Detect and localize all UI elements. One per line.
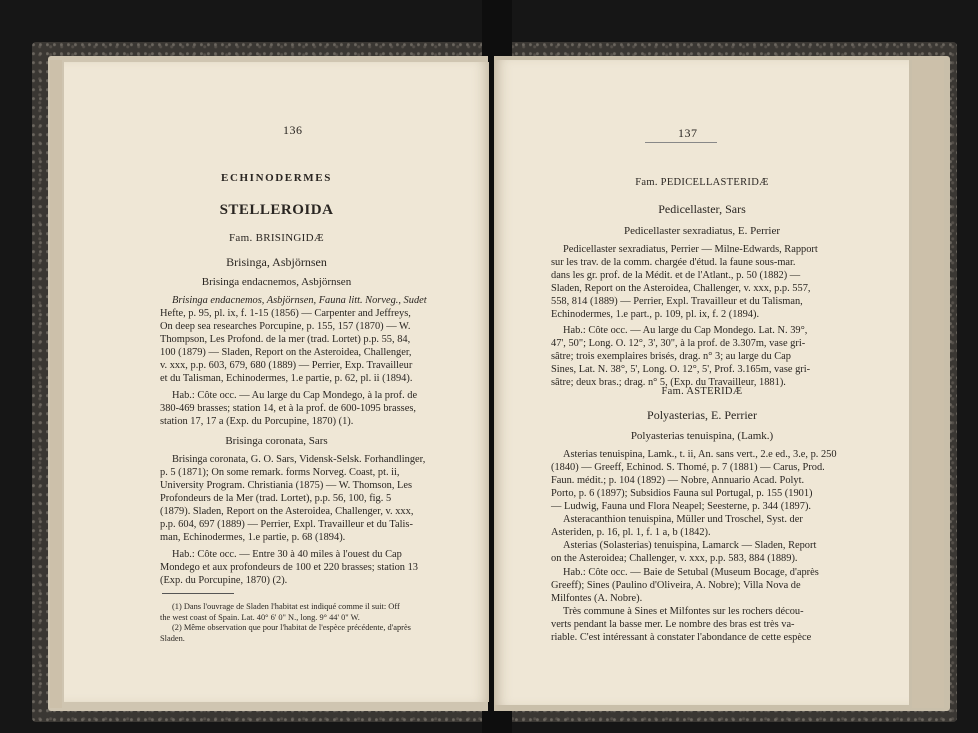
text-line: Pedicellaster sexradiatus, Perrier — Milne-Edwards, Rapport bbox=[563, 244, 818, 255]
text-line: (1879). Sladen, Report on the Asteroidea, Challenger, v. xxx, bbox=[160, 506, 414, 517]
family-heading: Fam. ASTERIDÆ bbox=[661, 386, 743, 397]
footnotes bbox=[160, 602, 460, 644]
text-line: On deep sea researches Porcupine, p. 155, 157 (1870) — W. bbox=[160, 321, 411, 332]
text-line: Hab.: Côte occ. — Au large du Cap Mondego. Lat. N. 39°, bbox=[563, 325, 808, 336]
text-line: Hefte, p. 95, pl. ix, f. 1-15 (1856) — Carpenter and Jeffreys, bbox=[160, 308, 411, 319]
text-line: Greeff); Sines (Paulino d'Oliveira, A. Nobre); Villa Nova de bbox=[551, 580, 801, 591]
genus-heading: Pedicellaster, Sars bbox=[658, 202, 746, 216]
habitat-paragraph bbox=[551, 566, 851, 644]
genus-heading: Polyasterias, E. Perrier bbox=[647, 408, 757, 422]
text-line: station 17, 17 a (Exp. du Porcupine, 1870) (1). bbox=[160, 416, 354, 427]
text-line: riable. C'est intéressant à constater l'abondance de cette espèce bbox=[551, 632, 812, 643]
right-page-edges bbox=[912, 60, 944, 708]
habitat-paragraph bbox=[160, 548, 460, 587]
text-line: Asterias (Solasterias) tenuispina, Lamarck — Sladen, Report bbox=[563, 540, 817, 551]
text-line: sâtre; trois exemplaires brisés, drag. n° 3; au large du Cap bbox=[551, 351, 791, 362]
footnote-line: Sladen. bbox=[160, 633, 185, 643]
text-line: Asteriden, p. 16, pl. 1, f. 1 a, b (1842). bbox=[551, 527, 711, 538]
text-line: sâtre; deux bras.; drag. n° 5, (Exp. du Travailleur, 1881). bbox=[551, 377, 786, 388]
species-heading: Pedicellaster sexradiatus, E. Perrier bbox=[623, 225, 781, 237]
family-heading: Fam. BRISINGIDÆ bbox=[229, 232, 324, 244]
text-line: University Program. Christiania (1875) — W. Thomson, Les bbox=[160, 480, 413, 491]
section-title: ECHINODERMES bbox=[221, 172, 332, 184]
text-line: 100 (1879) — Sladen, Report on the Asteroidea, Challenger, bbox=[160, 347, 412, 358]
text-line: verts pendant la basse mer. Le nombre des bras est très va- bbox=[551, 619, 795, 630]
text-line: 558, 814 (1889) — Perrier, Expl. Travailleur et du Talisman, bbox=[551, 296, 803, 307]
footnote-rule bbox=[162, 593, 234, 594]
text-line: (1840) — Greeff, Echinod. S. Thomé, p. 7 (1881) — Carus, Prod. bbox=[551, 462, 825, 473]
right-page bbox=[495, 60, 909, 705]
text-line: Brisinga endacnemos, Asbjörnsen, Fauna litt. Norveg., Sudet bbox=[172, 295, 427, 306]
text-line: Hab.: Côte occ. — Au large du Cap Mondego, à la prof. de bbox=[172, 390, 418, 401]
text-line: Milfontes (A. Nobre). bbox=[551, 593, 643, 604]
family-heading: Fam. PEDICELLASTERIDÆ bbox=[635, 177, 769, 188]
habitat-paragraph bbox=[160, 389, 460, 428]
text-line: v. xxx, p.p. 603, 679, 680 (1889) — Perrier, Exp. Travailleur bbox=[160, 360, 413, 371]
text-line: Sines, Lat. N. 38°, 5', Long. O. 12°, 5', Prof. 3.165m, vase gri- bbox=[551, 364, 811, 375]
text-line: Asterias tenuispina, Lamk., t. ii, An. sans vert., 2.e ed., 3.e, p. 250 bbox=[563, 449, 837, 460]
text-line: man, Echinodermes, 1.e partie, p. 68 (1894). bbox=[160, 532, 346, 543]
species-references bbox=[551, 243, 851, 321]
text-line: — Ludwig, Fauna und Flora Neapel; Seesterne, p. 344 (1897). bbox=[551, 501, 811, 512]
class-title: STELLEROIDA bbox=[219, 202, 334, 218]
text-line: Echinodermes, 1.e part., p. 109, pl. ix, f. 2 (1894). bbox=[551, 309, 760, 320]
text-line: Thompson, Les Profond. de la mer (trad. Lortet) p.p. 55, 84, bbox=[160, 334, 411, 345]
text-line: Porto, p. 6 (1897); Subsidios Fauna sul Portugal, p. 155 (1901) bbox=[551, 488, 813, 499]
left-page bbox=[64, 62, 489, 702]
text-line: p.p. 604, 697 (1889) — Perrier, Expl. Travailleur et du Talis- bbox=[160, 519, 413, 530]
species-heading: Brisinga endacnemos, Asbjörnsen bbox=[201, 276, 352, 288]
text-line: on the Asteroidea; Challenger, v. xxx, p.p. 583, 884 (1889). bbox=[551, 553, 798, 564]
text-line: Brisinga coronata, G. O. Sars, Vidensk-Selsk. Forhandlinger, bbox=[172, 454, 426, 465]
species-references bbox=[160, 453, 460, 544]
species-references bbox=[160, 294, 460, 385]
text-line: Hab.: Côte occ. — Entre 30 à 40 miles à l'ouest du Cap bbox=[172, 549, 402, 560]
text-line: Asteracanthion tenuispina, Müller und Troschel, Syst. der bbox=[563, 514, 803, 525]
text-line: Faun. médit.; p. 104 (1892) — Nobre, Annuario Acad. Polyt. bbox=[551, 475, 805, 486]
text-line: Très commune à Sines et Milfontes sur les rochers décou- bbox=[563, 606, 804, 617]
header-rule bbox=[645, 142, 717, 143]
species-references bbox=[551, 448, 851, 565]
genus-heading: Brisinga, Asbjörnsen bbox=[226, 255, 327, 269]
text-line: Sladen, Report on the Asteroidea, Challenger, v. xxx, p.p. 557, bbox=[551, 283, 811, 294]
page-number: 137 bbox=[678, 126, 698, 140]
species-heading: Polyasterias tenuispina, (Lamk.) bbox=[630, 430, 774, 442]
footnote-line: (1) Dans l'ouvrage de Sladen l'habitat est indiqué comme il suit: Off bbox=[172, 602, 400, 611]
text-line: p. 5 (1871); On some remark. forms Norveg. Coast, pt. ii, bbox=[160, 467, 400, 478]
text-line: Mondego et aux profondeurs de 100 et 220 brasses; station 13 bbox=[160, 562, 418, 573]
text-line: sur les trav. de la comm. chargée d'étud. la faune sous-mar. bbox=[551, 257, 796, 268]
habitat-paragraph bbox=[551, 324, 851, 389]
text-line: Profondeurs de la Mer (trad. Lortet), p.p. 56, 100, fig. 5 bbox=[160, 493, 392, 504]
text-line: et du Talisman, Echinodermes, 1.e partie, p. 62, pl. ii (1894). bbox=[160, 373, 413, 384]
text-line: Hab.: Côte occ. — Baie de Setubal (Museum Bocage, d'après bbox=[563, 567, 819, 578]
page-number: 136 bbox=[283, 123, 303, 137]
species-heading: Brisinga coronata, Sars bbox=[225, 435, 328, 447]
text-line: 47', 50"; Long. O. 12°, 3', 30", à la prof. de 3.307m, vase gri- bbox=[551, 338, 806, 349]
footnote-line: the west coast of Spain. Lat. 40° 6' 0" N., long. 9° 44' 0" W. bbox=[160, 612, 360, 622]
text-line: 380-469 brasses; station 14, et à la prof. de 600-1095 brasses, bbox=[160, 403, 416, 414]
left-page-edges bbox=[50, 60, 62, 708]
text-line: dans les gr. prof. de la Médit. et de l'Atlant., p. 50 (1882) — bbox=[551, 270, 801, 281]
text-line: (Exp. du Porcupine, 1870) (2). bbox=[160, 575, 288, 586]
footnote-line: (2) Même observation que pour l'habitat de l'espèce précédente, d'après bbox=[172, 623, 411, 632]
